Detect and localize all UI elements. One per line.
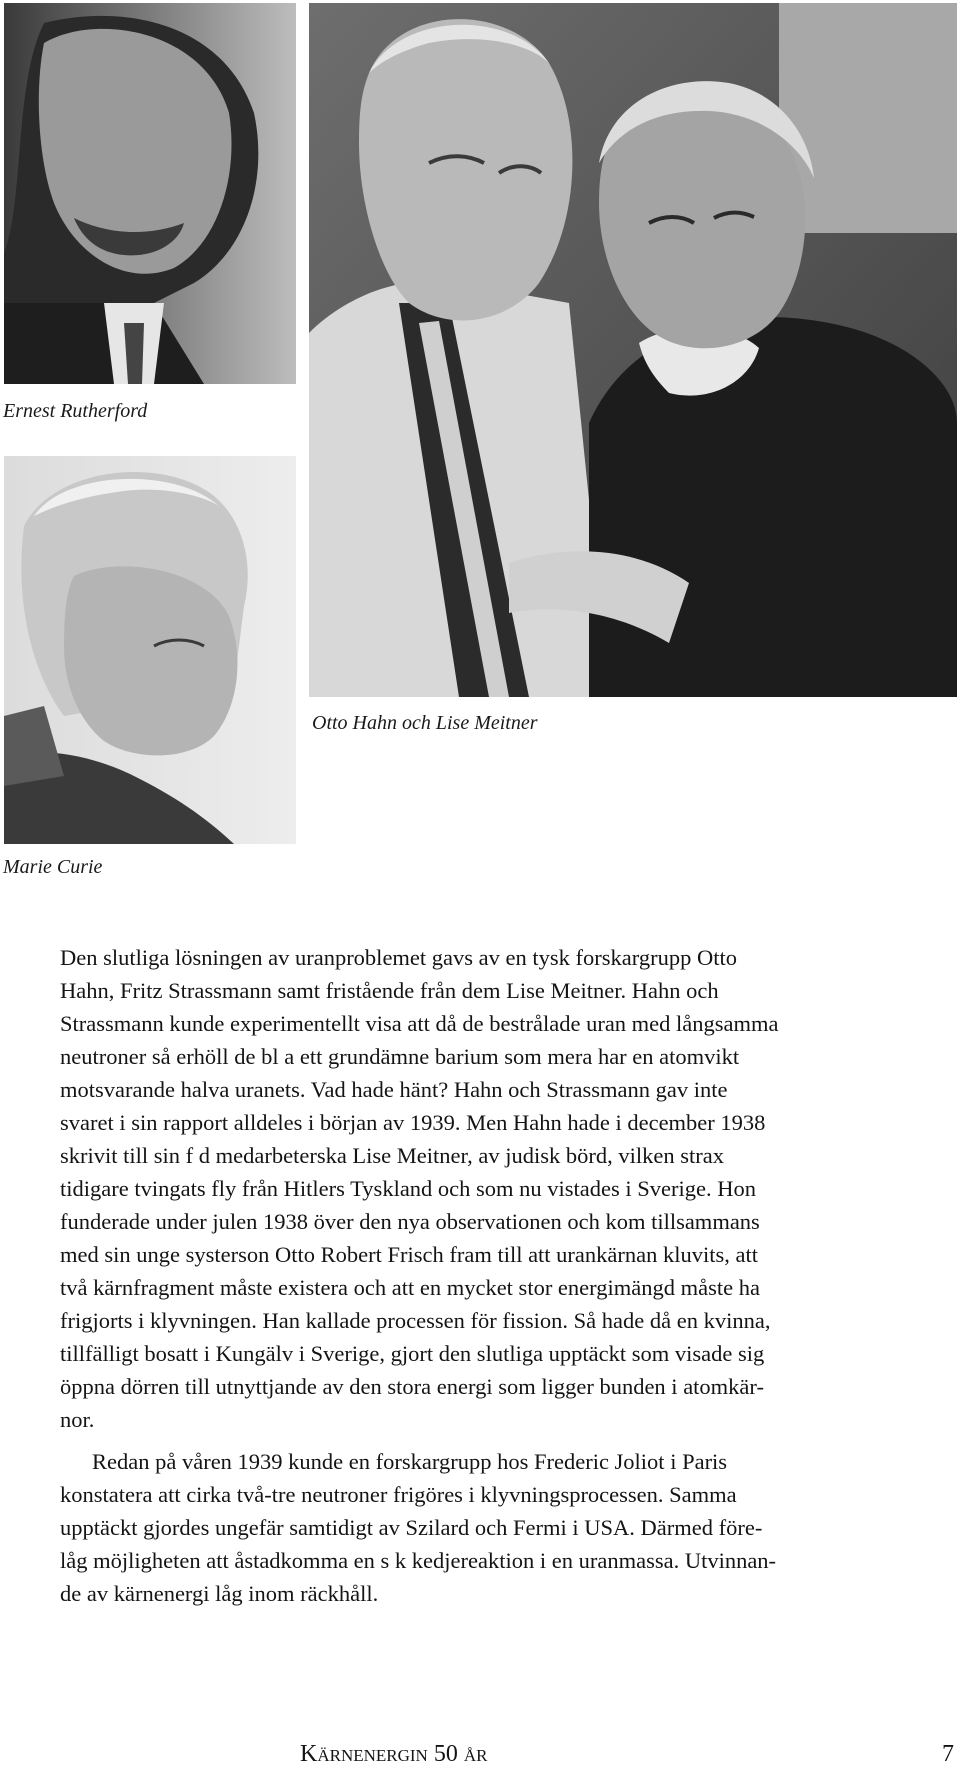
text-line: konstatera att cirka två-tre neutroner frigöres i klyvningsprocessen. Samma bbox=[60, 1482, 737, 1507]
paragraph-1 bbox=[60, 941, 956, 1436]
text-line: låg möjligheten att åstadkomma en s k kedjereaktion i en uranmassa. Utvinnan- bbox=[60, 1548, 777, 1573]
text-line: Hahn, Fritz Strassmann samt fristående från dem Lise Meitner. Hahn och bbox=[60, 978, 719, 1003]
text-line: Strassmann kunde experimentellt visa att då de bestrålade uran med långsamma bbox=[60, 1011, 779, 1036]
text-line: svaret i sin rapport alldeles i början av 1939. Men Hahn hade i december 1938 bbox=[60, 1110, 766, 1135]
text-line: öppna dörren till utnyttjande av den stora energi som ligger bunden i atomkär- bbox=[60, 1374, 764, 1399]
text-line: neutroner så erhöll de bl a ett grundämne barium som mera har en atomvikt bbox=[60, 1044, 740, 1069]
page-number: 7 bbox=[942, 1741, 954, 1767]
text-line: de av kärnenergi låg inom räckhåll. bbox=[60, 1581, 379, 1606]
text-line: tidigare tvingats fly från Hitlers Tyskland och som nu vistades i Sverige. Hon bbox=[60, 1176, 757, 1201]
article-body bbox=[60, 941, 956, 1610]
text-line: Redan på våren 1939 kunde en forskargrupp hos Frederic Joliot i Paris bbox=[92, 1449, 728, 1474]
text-line: Den slutliga lösningen av uranproblemet gavs av en tysk forskargrupp Otto bbox=[60, 945, 737, 970]
text-line: motsvarande halva uranets. Vad hade hänt? Hahn och Strassmann gav inte bbox=[60, 1077, 728, 1102]
text-line: med sin unge systerson Otto Robert Frisch fram till att urankärnan kluvits, att bbox=[60, 1242, 759, 1267]
rutherford-photo bbox=[4, 3, 296, 384]
hahn-meitner-caption: Otto Hahn och Lise Meitner bbox=[312, 712, 538, 734]
running-footer-title: Kärnenergin 50 år bbox=[300, 1741, 488, 1767]
text-line: upptäckt gjordes ungefär samtidigt av Szilard och Fermi i USA. Därmed före- bbox=[60, 1515, 763, 1540]
curie-caption: Marie Curie bbox=[3, 856, 103, 878]
paragraph-2 bbox=[60, 1445, 956, 1610]
rutherford-caption: Ernest Rutherford bbox=[3, 400, 148, 422]
text-line: skrivit till sin f d medarbeterska Lise Meitner, av judisk börd, vilken strax bbox=[60, 1143, 724, 1168]
text-line: funderade under julen 1938 över den nya observationen och kom tillsammans bbox=[60, 1209, 760, 1234]
hahn-meitner-photo bbox=[309, 3, 957, 697]
text-line: nor. bbox=[60, 1407, 95, 1432]
text-line: tillfälligt bosatt i Kungälv i Sverige, gjort den slutliga upptäckt som visade sig bbox=[60, 1341, 765, 1366]
text-line: två kärnfragment måste existera och att en mycket stor energimängd måste ha bbox=[60, 1275, 760, 1300]
text-line: frigjorts i klyvningen. Han kallade processen för fission. Så hade då en kvinna, bbox=[60, 1308, 771, 1333]
curie-photo bbox=[4, 456, 296, 844]
